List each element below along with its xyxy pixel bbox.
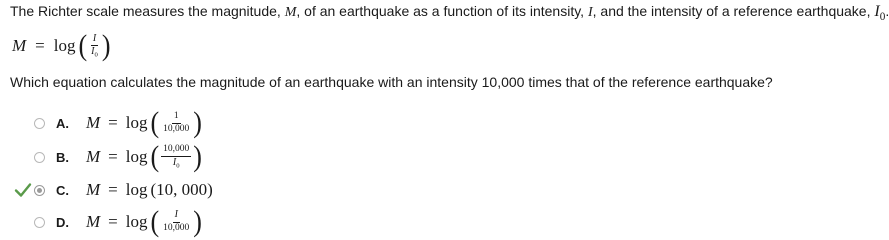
option-c-lhs: M [86, 180, 101, 199]
intro-period: . [885, 3, 889, 19]
left-paren: ( [150, 204, 160, 239]
right-paren: ) [193, 139, 202, 174]
option-d-fraction [161, 210, 191, 233]
option-a-numerator: 1 [172, 112, 181, 124]
option-d-log: log [125, 212, 148, 231]
var-i0-letter: I [874, 3, 880, 20]
option-a-equals: = [108, 113, 118, 132]
option-c-letter: C. [56, 182, 69, 198]
option-b-denominator [171, 157, 182, 169]
option-b-lhs: M [86, 147, 101, 166]
option-d-denominator: 10,000 [163, 222, 190, 233]
option-c-log: log [125, 180, 148, 199]
question-intro [10, 3, 889, 23]
var-i: I [587, 5, 593, 20]
option-a-letter: A. [56, 115, 69, 131]
option-b-numerator: 10,000 [161, 145, 191, 157]
formula-fraction [89, 34, 100, 59]
option-a[interactable] [0, 105, 400, 140]
option-b-letter: B. [56, 149, 69, 165]
option-a-log: log [125, 113, 148, 132]
option-c-equation [86, 180, 213, 200]
option-b-fraction [161, 145, 191, 169]
left-paren: ( [150, 139, 160, 174]
intro-text-3: , and the intensity of a reference earthquake, [592, 3, 875, 19]
formula-equals: = [35, 36, 45, 55]
left-paren: ( [78, 28, 88, 63]
option-b-denominator-subscript: 0 [176, 162, 180, 170]
option-a-denominator: 10,000 [163, 123, 190, 134]
option-a-equation [86, 105, 202, 140]
option-d[interactable] [0, 204, 400, 239]
var-i0-subscript: 0 [879, 10, 886, 23]
radio-option-d[interactable] [34, 217, 45, 228]
option-b[interactable] [0, 139, 400, 174]
option-b-equation [86, 139, 202, 174]
right-paren: ) [193, 204, 202, 239]
richter-formula [12, 28, 111, 63]
option-d-numerator: I [173, 210, 180, 223]
radio-option-c[interactable] [34, 185, 45, 196]
fraction-numerator: I [91, 34, 98, 47]
option-a-lhs: M [86, 113, 101, 132]
option-d-lhs: M [86, 212, 101, 231]
checkmark-icon [14, 181, 32, 199]
right-paren: ) [101, 28, 111, 63]
option-d-letter: D. [56, 214, 69, 230]
intro-text-1: The Richter scale measures the magnitude, [10, 3, 285, 19]
option-b-denominator-letter: I [172, 156, 177, 168]
left-paren: ( [150, 105, 160, 140]
option-d-equation [86, 204, 202, 239]
option-c-argument: (10, 000) [150, 180, 213, 199]
intro-text-2: , of an earthquake as a function of its intensity, [296, 3, 588, 19]
denominator-subscript: 0 [94, 51, 98, 59]
option-b-equals: = [108, 147, 118, 166]
option-d-equals: = [108, 212, 118, 231]
denominator-letter: I [91, 46, 95, 58]
option-c-equals: = [108, 180, 118, 199]
right-paren: ) [193, 105, 202, 140]
radio-option-b[interactable] [34, 152, 45, 163]
question-prompt: Which equation calculates the magnitude of an earthquake with an intensity 10,000 times that of the reference earthquake? [10, 74, 773, 90]
formula-log: log [53, 36, 76, 55]
option-a-fraction [161, 112, 191, 135]
option-c[interactable] [0, 175, 400, 205]
formula-lhs: M [12, 36, 27, 55]
fraction-denominator [89, 46, 100, 58]
var-m: M [284, 5, 297, 20]
radio-option-a[interactable] [34, 118, 45, 129]
var-i0 [874, 3, 886, 23]
option-b-log: log [125, 147, 148, 166]
